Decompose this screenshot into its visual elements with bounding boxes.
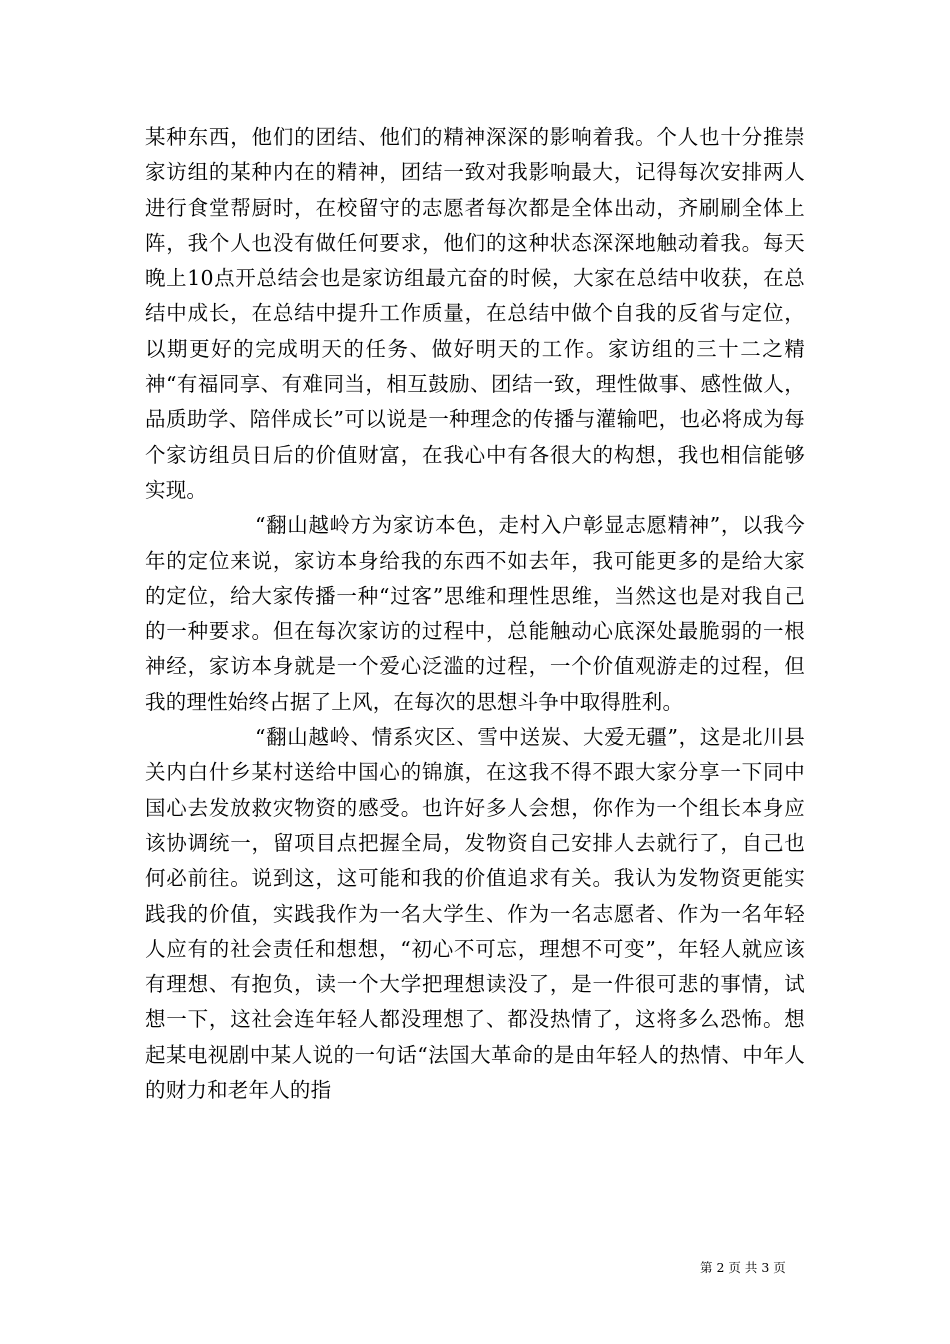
paragraph-2: “翻山越岭方为家访本色，走村入户彰显志愿精神”，以我今年的定位来说，家访本身给我的东西不如去年，我可能更多的是给大家的定位，给大家传播一种“过客”思维和理性思维，当然这也是对我自己的一种要求。但在每次家访的过程中，总能触动心底深处最脆弱的一根神经，家访本身就是一个爱心泛滥的过程，一个价值观游走的过程，但我的理性始终占据了上风，在每次的思想斗争中取得胜利。 bbox=[145, 513, 805, 714]
document-body bbox=[145, 120, 805, 1108]
paragraph-3: “翻山越岭、情系灾区、雪中送炭、大爱无疆”，这是北川县关内白什乡某村送给中国心的锦旗，在这我不得不跟大家分享一下同中国心去发放救灾物资的感受。也许好多人会想，你作为一个组长本身应该协调统一，留项目点把握全局，发物资自己安排人去就行了，自己也何必前往。说到这，这可能和我的价值追求有关。我认为发物资更能实践我的价值，实践我作为一名大学生、作为一名志愿者、作为一名年轻人应有的社会责任和想想，“初心不可忘，理想不可变”，年轻人就应该有理想、有抱负，读一个大学把理想读没了，是一件很可悲的事情，试想一下，这社会连年轻人都没理想了、都没热情了，这将多么恐怖。想起某电视剧中某人说的一句话“法国大革命的是由年轻人的热情、中年人的财力和老年人的指 bbox=[145, 725, 805, 1103]
page-number-footer: 第 2 页 共 3 页 bbox=[700, 1260, 786, 1275]
paragraph-1: 某种东西，他们的团结、他们的精神深深的影响着我。个人也十分推崇家访组的某种内在的精神，团结一致对我影响最大，记得每次安排两人进行食堂帮厨时，在校留守的志愿者每次都是全体出动，齐刷刷全体上阵，我个人也没有做任何要求，他们的这种状态深深地触动着我。每天晚上10点开总结会也是家访组最亢奋的时候，大家在总结中收获，在总结中成长，在总结中提升工作质量，在总结中做个自我的反省与定位，以期更好的完成明天的任务、做好明天的工作。家访组的三十二之精神“有福同享、有难同当，相互鼓励、团结一致，理性做事、感性做人，品质助学、陪伴成长”可以说是一种理念的传播与灌输吧，也必将成为每个家访组员日后的价值财富，在我心中有各很大的构想，我也相信能够实现。 bbox=[145, 125, 805, 502]
